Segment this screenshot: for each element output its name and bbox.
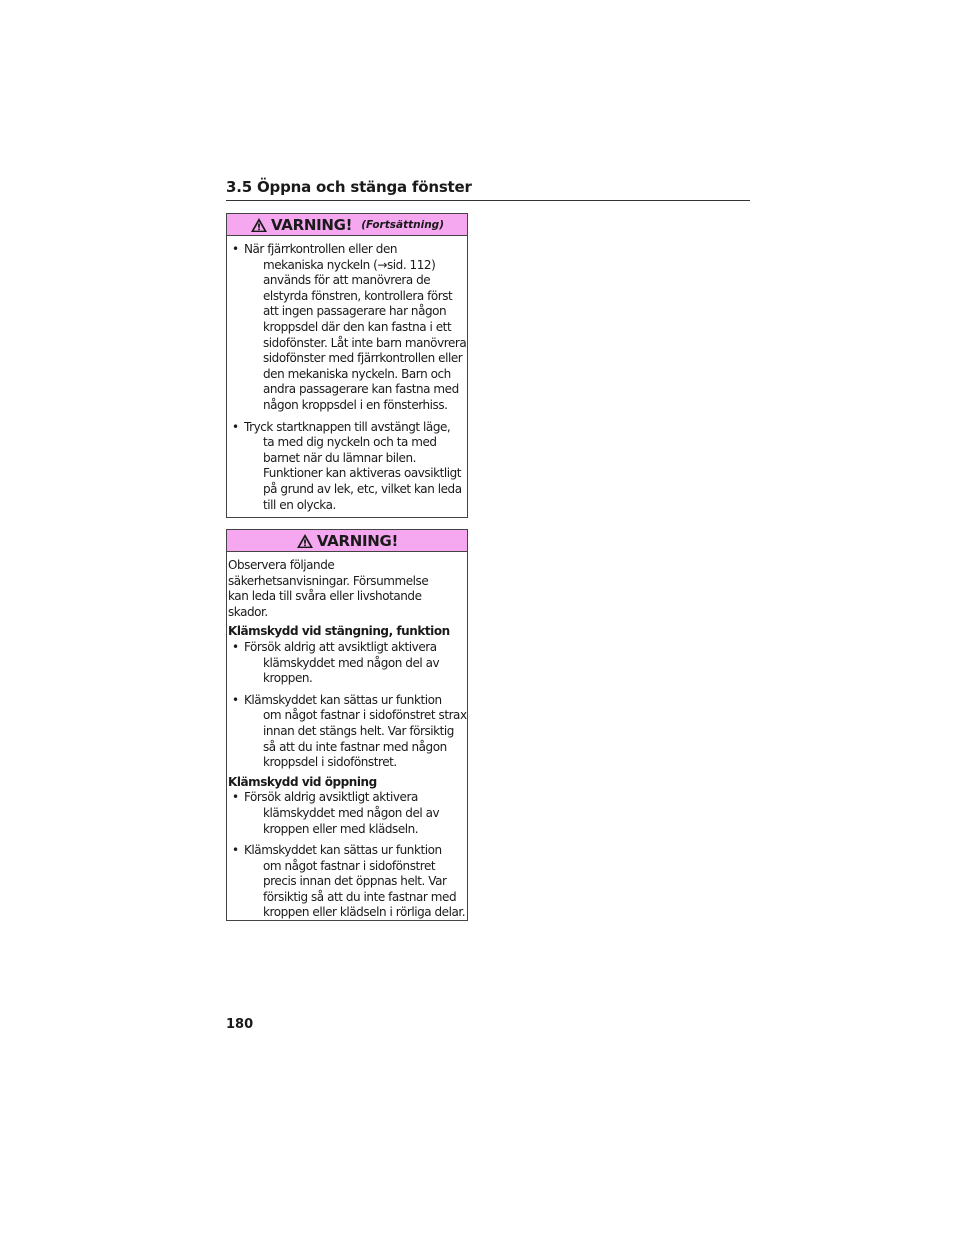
page-number: 180 (226, 1017, 254, 1032)
warning-header (227, 530, 467, 552)
list-item: • Klämskyddet kan sättas ur funktion om något fastnar i sidofönstret precis innan det öppnas helt. Var försiktig så att du inte fastnar med kroppen eller klädseln i rörliga delar. (232, 843, 466, 920)
subheading-closing: Klämskydd vid stängning, funktion (228, 624, 450, 639)
list-item: • När fjärrkontrollen eller den mekaniska nyckeln (→sid. 112) används för att manövrera de elstyrda fönstren, kontrollera först att ingen passagerare har någon kroppsdel där den kan fastna i ett sidofönster. Låt inte barn manövrera sidofönster med fjärrkontrollen eller den mekaniska nyckeln. Barn och andra passagerare kan fastna med någon kroppsdel i en fönsterhiss. (232, 242, 467, 412)
warning-triangle-icon (296, 533, 314, 549)
list-item: • Försök aldrig avsiktligt aktivera klämskyddet med någon del av kroppen eller med klädseln. (232, 790, 440, 836)
list-item: • Tryck startknappen till avstängt läge, ta med dig nyckeln och ta med barnet när du lämnar bilen. Funktioner kan aktiveras oavsiktligt på grund av lek, etc, vilket kan leda till en olycka. (232, 419, 462, 512)
warning-heading: VARNING! (316, 531, 399, 550)
list-item: • Klämskyddet kan sättas ur funktion om något fastnar i sidofönstret strax innan det stängs helt. Var försiktig så att du inte fastnar med någon kroppsdel i sidofönstret. (232, 692, 467, 770)
warning-body (227, 552, 467, 921)
warning-subheading: (Fortsättning) (361, 218, 444, 231)
subheading-opening: Klämskydd vid öppning (228, 774, 377, 789)
warning-header (227, 214, 467, 236)
warning-box (226, 529, 468, 921)
warning-intro: Observera följande säkerhetsanvisningar. Försummelse kan leda till svåra eller livshotande skador. (228, 558, 429, 619)
section-title: 3.5 Öppna och stänga fönster (226, 176, 750, 201)
warning-box-continued (226, 213, 468, 518)
warning-heading: VARNING! (270, 215, 353, 234)
warning-triangle-icon (250, 217, 268, 233)
list-item: • Försök aldrig att avsiktligt aktivera klämskyddet med någon del av kroppen. (232, 639, 440, 686)
warning-body (227, 236, 467, 513)
